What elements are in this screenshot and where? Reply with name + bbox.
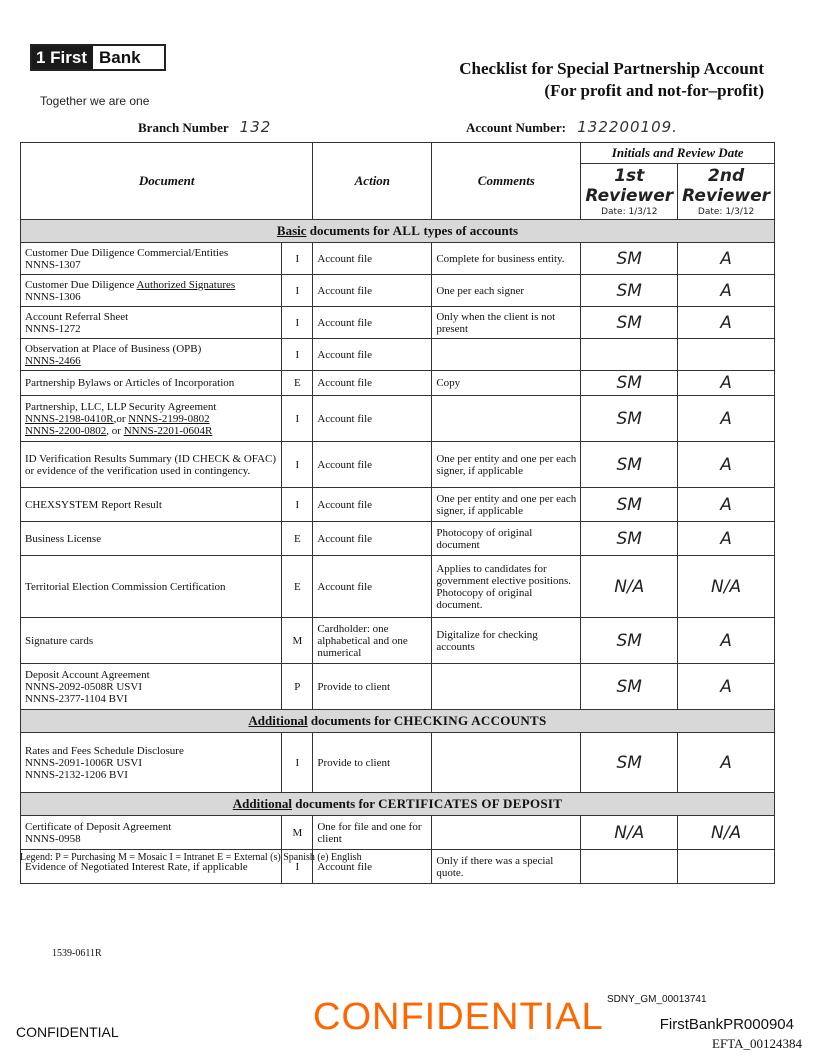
logo-bank: Bank (99, 47, 141, 67)
title-line-2: (For profit and not-for–profit) (544, 81, 764, 100)
reviewer-2-date: Date: 1/3/12 (697, 207, 755, 217)
efta-number: EFTA_00124384 (712, 1036, 802, 1051)
reviewer-2-initials: A (678, 733, 775, 793)
account-number (466, 118, 678, 136)
header-comments: Comments (432, 143, 581, 220)
checklist-table (20, 142, 775, 884)
reviewer-2-initials: A (678, 522, 775, 556)
header-reviewer-2 (678, 164, 775, 220)
header-document: Document (21, 143, 313, 220)
table-row: Signature cards M Cardholder: one alphabetical and one numerical Digitalize for checking accounts SM A (21, 618, 775, 664)
reviewer-2-initials: N/A (678, 556, 775, 618)
confidential-stamp: CONFIDENTIAL (313, 996, 604, 1038)
table-row: Customer Due Diligence Commercial/Entities NNNS-1307 I Account file Complete for business entity. SM A (21, 243, 775, 275)
branch-value: 132 (239, 118, 272, 136)
reviewer-2-initials: A (678, 618, 775, 664)
reviewer-2-label: 2nd Reviewer (682, 166, 771, 206)
table-row: Business License E Account file Photocopy of original document SM A (21, 522, 775, 556)
reviewer-1-initials: SM (581, 618, 678, 664)
table-row: Deposit Account Agreement NNNS-2092-0508R USVI NNNS-2377-1104 BVI P Provide to client SM A (21, 664, 775, 710)
table-row: Rates and Fees Schedule Disclosure NNNS-2091-1006R USVI NNNS-2132-1206 BVI I Provide to client SM A (21, 733, 775, 793)
reviewer-1-initials: SM (581, 442, 678, 488)
reviewer-1-initials (581, 850, 678, 884)
section-certificates-of-deposit: Additional documents for CERTIFICATES OF DEPOSIT (21, 793, 775, 816)
reviewer-2-initials: A (678, 488, 775, 522)
form-number: 1539-0611R (52, 948, 102, 959)
table-row: Partnership, LLC, LLP Security Agreement NNNS-2198-0410R,or NNNS-2199-0802 NNNS-2200-0802, or NNNS-2201-0604R I Account file SM A (21, 396, 775, 442)
table-row: Certificate of Deposit Agreement NNNS-0958 M One for file and one for client N/A N/A (21, 816, 775, 850)
table-row: Observation at Place of Business (OPB) NNNS-2466 I Account file (21, 339, 775, 371)
header-action: Action (313, 143, 432, 220)
reviewer-1-initials: SM (581, 733, 678, 793)
reviewer-1-initials: SM (581, 522, 678, 556)
reviewer-1-initials: SM (581, 371, 678, 396)
branch-label: Branch Number (138, 120, 229, 135)
reviewer-1-initials: N/A (581, 816, 678, 850)
section-basic: Basic documents for ALL types of accounts (21, 220, 775, 243)
first-bank-logo (30, 44, 166, 71)
reviewer-1-initials: SM (581, 275, 678, 307)
confidential-label: CONFIDENTIAL (16, 1024, 119, 1040)
reviewer-1-initials: SM (581, 243, 678, 275)
reviewer-2-initials: A (678, 371, 775, 396)
reviewer-2-initials: A (678, 664, 775, 710)
table-row: Evidence of Negotiated Interest Rate, if applicable I Account file Only if there was a special quote. (21, 850, 775, 884)
reviewer-2-initials (678, 850, 775, 884)
table-row: ID Verification Results Summary (ID CHECK & OFAC) or evidence of the verification used in contingency. I Account file One per entity and one per each signer, if applicable SM A (21, 442, 775, 488)
header-reviewer-1 (581, 164, 678, 220)
legend: Legend: P = Purchasing M = Mosaic I = Intranet E = External (s) Spanish (e) English (20, 852, 362, 863)
tagline: Together we are one (40, 94, 150, 108)
logo-first: 1 First (32, 46, 93, 69)
reviewer-2-initials (678, 339, 775, 371)
reviewer-2-initials: A (678, 275, 775, 307)
reviewer-1-date: Date: 1/3/12 (601, 207, 658, 217)
firstbank-bates-number: FirstBankPR000904 (659, 1016, 794, 1033)
sdny-bates-number: SDNY_GM_00013741 (607, 994, 707, 1005)
reviewer-2-initials: A (678, 442, 775, 488)
reviewer-2-initials: A (678, 396, 775, 442)
branch-number (138, 118, 271, 136)
reviewer-1-initials: SM (581, 664, 678, 710)
header-row-1 (21, 143, 775, 164)
reviewer-1-initials: SM (581, 307, 678, 339)
table-row: Customer Due Diligence Authorized Signatures NNNS-1306 I Account file One per each signer SM A (21, 275, 775, 307)
reviewer-2-initials: A (678, 307, 775, 339)
title-line-1: Checklist for Special Partnership Account (459, 59, 764, 78)
account-value: 132200109. (577, 118, 678, 136)
reviewer-1-initials: SM (581, 488, 678, 522)
table-row: Territorial Election Commission Certification E Account file Applies to candidates for government elective positions. Photocopy of original document. N/A N/A (21, 556, 775, 618)
reviewer-1-initials: SM (581, 396, 678, 442)
account-label: Account Number: (466, 120, 567, 135)
reviewer-2-initials: A (678, 243, 775, 275)
table-row: CHEXSYSTEM Report Result I Account file One per entity and one per each signer, if applicable SM A (21, 488, 775, 522)
table-row: Partnership Bylaws or Articles of Incorporation E Account file Copy SM A (21, 371, 775, 396)
reviewer-2-initials: N/A (678, 816, 775, 850)
section-checking: Additional documents for CHECKING ACCOUNTS (21, 710, 775, 733)
document-title (459, 58, 764, 102)
header-initials: Initials and Review Date (581, 143, 775, 164)
reviewer-1-initials (581, 339, 678, 371)
reviewer-1-initials: N/A (581, 556, 678, 618)
table-row: Account Referral Sheet NNNS-1272 I Account file Only when the client is not present SM A (21, 307, 775, 339)
reviewer-1-label: 1st Reviewer (585, 166, 674, 206)
